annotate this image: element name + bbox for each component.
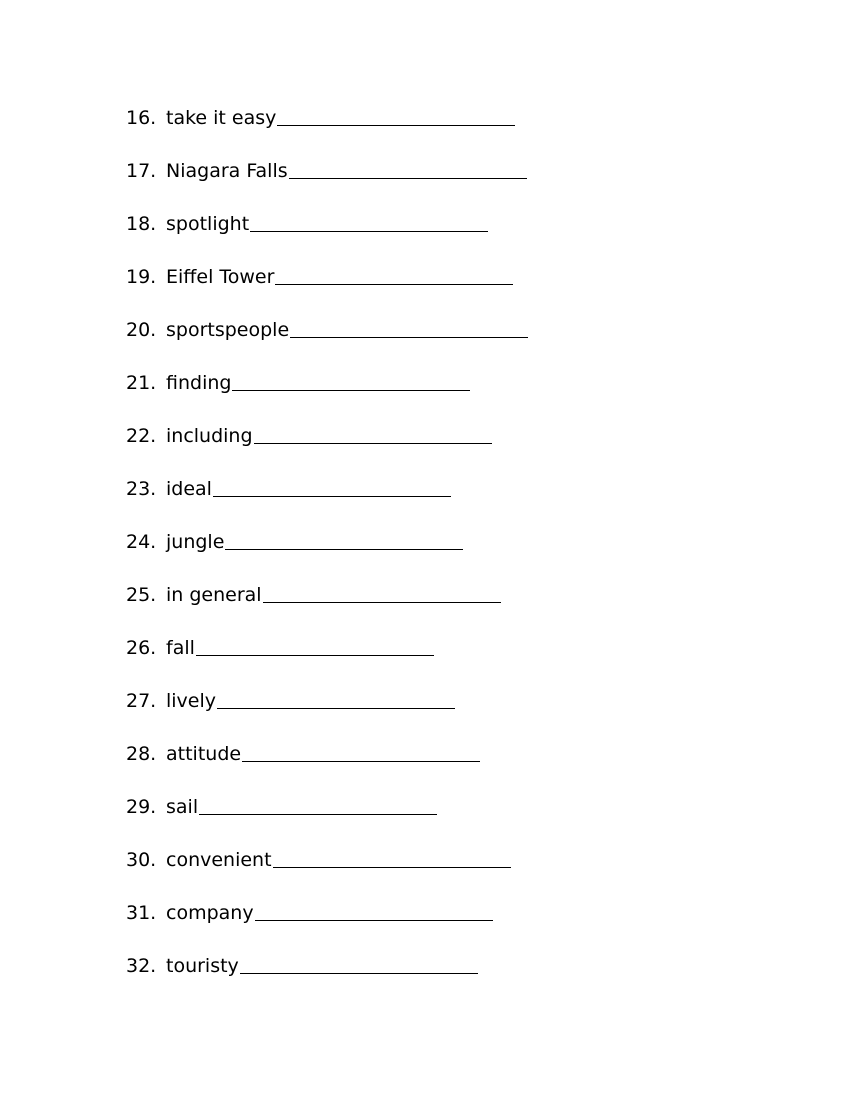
answer-blank [232,368,470,391]
item-number: 28. [126,743,157,765]
item-term: in general [166,584,262,606]
list-item [126,527,528,580]
item-term: spotlight [166,213,250,235]
answer-blank [225,527,463,550]
item-number: 29. [126,796,157,818]
list-item [126,474,528,527]
list-item [126,262,528,315]
list-item [126,739,528,792]
item-term: company [166,902,254,924]
item-term: Eiffel Tower [166,266,275,288]
answer-blank [213,474,451,497]
answer-blank [275,262,513,285]
answer-blank [240,951,478,974]
list-item [126,951,528,1004]
answer-blank [254,421,492,444]
list-item [126,103,528,156]
item-number: 20. [126,319,157,341]
list-item [126,156,528,209]
item-term: ideal [166,478,212,500]
list-item [126,368,528,421]
answer-blank [277,103,515,126]
answer-blank [289,156,527,179]
answer-blank [273,845,511,868]
list-item [126,315,528,368]
item-term: Niagara Falls [166,160,288,182]
item-number: 18. [126,213,157,235]
item-number: 19. [126,266,157,288]
item-term: attitude [166,743,242,765]
item-number: 21. [126,372,157,394]
item-term: fall [166,637,195,659]
vocabulary-list [126,103,528,1004]
item-term: finding [166,372,232,394]
item-number: 17. [126,160,157,182]
answer-blank [217,686,455,709]
item-number: 32. [126,955,157,977]
answer-blank [242,739,480,762]
item-term: sportspeople [166,319,290,341]
list-item [126,686,528,739]
item-term: convenient [166,849,272,871]
item-term: touristy [166,955,239,977]
item-term: including [166,425,253,447]
item-number: 25. [126,584,157,606]
list-item [126,580,528,633]
item-number: 30. [126,849,157,871]
answer-blank [250,209,488,232]
answer-blank [196,633,434,656]
item-term: lively [166,690,217,712]
item-number: 23. [126,478,157,500]
item-term: take it easy [166,107,277,129]
answer-blank [263,580,501,603]
list-item [126,898,528,951]
item-term: sail [166,796,199,818]
item-term: jungle [166,531,225,553]
item-number: 26. [126,637,157,659]
list-item [126,792,528,845]
list-item [126,845,528,898]
answer-blank [290,315,528,338]
answer-blank [199,792,437,815]
list-item [126,421,528,474]
item-number: 16. [126,107,157,129]
item-number: 24. [126,531,157,553]
list-item [126,209,528,262]
item-number: 31. [126,902,157,924]
answer-blank [255,898,493,921]
list-item [126,633,528,686]
item-number: 27. [126,690,157,712]
item-number: 22. [126,425,157,447]
